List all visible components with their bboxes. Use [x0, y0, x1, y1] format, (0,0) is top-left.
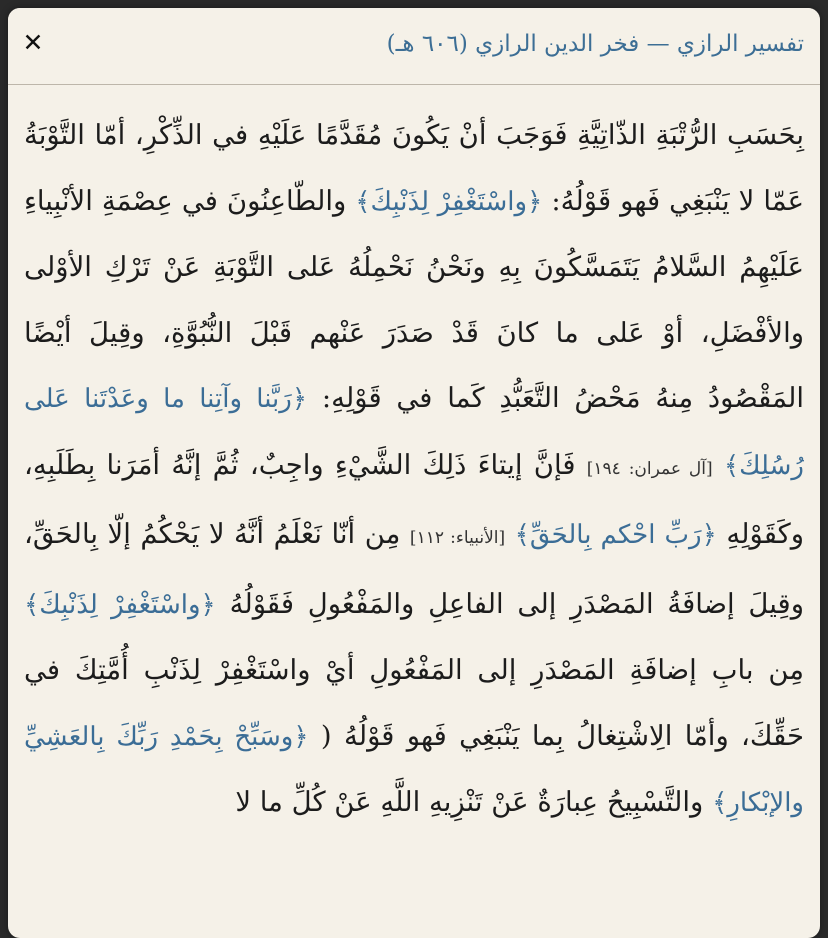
quran-verse-link[interactable]: ﴿وسَبِّحْ بِحَمْدِ رَبِّكَ بِالعَشِيِّ والإبْكارِ﴾ — [24, 721, 804, 818]
tafsir-text — [8, 103, 820, 837]
text-segment: مِن بابِ إضافَةِ المَصْدَرِ إلى المَفْعُولِ أيْ واسْتَغْفِرْ لِذَنْبِ أُمَّتِكَ في حَقِّكَ، وأمّا الِاشْتِغالُ بِما يَنْبَغِي فَهو قَوْلُهُ ( — [24, 654, 804, 752]
text-segment: والطّاعِنُونَ في عِصْمَةِ الأنْبِياءِ عَلَيْهِمُ السَّلامُ يَتَمَسَّكُونَ بِهِ ونَحْنُ نَحْمِلُهُ عَلى التَّوْبَةِ عَنْ تَرْكِ الأوْلى والأفْضَلِ، أوْ عَلى ما كانَ قَدْ صَدَرَ عَنْهم قَبْلَ النُّبُوَّةِ، وقِيلَ أيْضًا المَقْصُودُ مِنهُ مَحْضُ التَّعَبُّدِ كَما في قَوْلِهِ: — [24, 184, 805, 414]
text-segment: بِحَسَبِ الرُّتْبَةِ الذّاتِيَّةِ فَوَجَبَ أنْ يَكُونَ مُقَدَّمًا عَلَيْهِ في الذِّكْرِ، أمّا التَّوْبَةُ عَمّا لا يَنْبَغِي فَهو قَوْلُهُ: — [24, 119, 805, 217]
quran-verse-link[interactable]: ﴿واسْتَغْفِرْ لِذَنْبِكَ﴾ — [355, 186, 543, 217]
book-title: تفسير الرازي — فخر الدين الرازي (٦٠٦ هـ) — [386, 31, 804, 57]
close-button[interactable] — [18, 28, 48, 58]
quran-verse-link[interactable]: ﴿رَبِّ احْكم بِالحَقِّ﴾ — [514, 520, 717, 550]
panel-header — [8, 8, 820, 85]
close-icon: ✕ — [22, 28, 44, 57]
verse-citation: [الأنبياء: ١١٢] — [409, 528, 506, 548]
verse-citation: [آل عمران: ١٩٤] — [586, 458, 713, 479]
text-segment: فَإنَّ إيتاءَ ذَلِكَ الشَّيْءِ واجِبٌ، ثُمَّ إنَّهُ أمَرَنا بِطَلَبِهِ، وكَقَوْلِهِ — [24, 448, 804, 550]
text-segment: والتَّسْبِيحُ عِبارَةٌ عَنْ تَنْزِيهِ اللَّهِ عَنْ كُلِّ ما لا — [235, 786, 704, 818]
text-segment: مِن أنّا نَعْلَمُ أنَّهُ لا يَحْكُمُ إلّا بِالحَقِّ، وقِيلَ إضافَةُ المَصْدَرِ إلى الفاعِلِ والمَفْعُولِ فَقَوْلُهُ — [24, 518, 804, 620]
quran-verse-link[interactable]: ﴿رَبَّنا وآتِنا ما وعَدْتَنا عَلى رُسُلِكَ﴾ — [24, 384, 804, 481]
reader-panel — [8, 8, 820, 938]
quran-verse-link[interactable]: ﴿واسْتَغْفِرْ لِذَنْبِكَ﴾ — [24, 589, 216, 620]
